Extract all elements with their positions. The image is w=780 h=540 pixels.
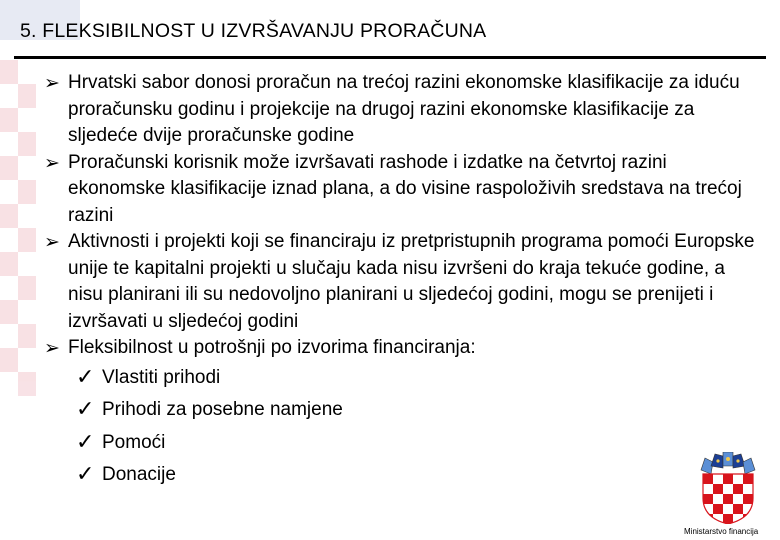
checkmark-icon: ✓ bbox=[76, 429, 95, 455]
arrow-bullet-icon: ➢ bbox=[44, 337, 60, 359]
checkmark-icon: ✓ bbox=[76, 462, 95, 487]
content-list bbox=[44, 70, 764, 492]
sub-item bbox=[44, 362, 764, 395]
croatian-coat-of-arms-icon bbox=[699, 452, 757, 524]
bullet-text: Aktivnosti i projekti koji se financiraju iz pretpristupnih programa pomoći Europske unije te kapitalni projekti u slučaju kada nisu izvršeni do kraja tekuće godine, a nisu planirani ili su nedovoljno planirani u sljedećoj godini, mogu se prenijeti i izvršavati u sljedećoj godini bbox=[68, 231, 755, 332]
checkmark-icon: ✓ bbox=[76, 397, 95, 422]
ministry-caption: Ministarstvo financija bbox=[684, 527, 759, 536]
title-divider bbox=[14, 56, 766, 59]
bullet-item bbox=[44, 150, 764, 230]
arrow-bullet-icon: ➢ bbox=[44, 72, 60, 94]
sub-item bbox=[44, 459, 764, 492]
bullet-item bbox=[44, 229, 764, 335]
sub-item-text: Donacije bbox=[102, 464, 176, 485]
bullet-text: Fleksibilnost u potrošnji po izvorima financiranja: bbox=[68, 337, 476, 358]
sub-item bbox=[44, 394, 764, 427]
arrow-bullet-icon: ➢ bbox=[44, 231, 60, 253]
sub-item bbox=[44, 427, 764, 460]
bullet-item bbox=[44, 70, 764, 150]
bullet-text: Proračunski korisnik može izvršavati rashode i izdatke na četvrtoj razini ekonomske klasifikacije iznad plana, a do visine raspoloživih sredstava na trećoj razini bbox=[68, 151, 742, 226]
bullet-text: Hrvatski sabor donosi proračun na trećoj razini ekonomske klasifikacije za iduću proračunsku godinu i projekcije na drugoj razini ekonomske klasifikacije za sljedeće dvije proračunske godine bbox=[68, 72, 740, 146]
checkmark-icon: ✓ bbox=[76, 364, 95, 390]
arrow-bullet-icon: ➢ bbox=[44, 151, 60, 174]
page-title: 5. FLEKSIBILNOST U IZVRŠAVANJU PRORAČUNA bbox=[20, 20, 487, 42]
sub-item-text: Pomoći bbox=[102, 431, 166, 453]
bullet-item bbox=[44, 335, 764, 362]
sub-item-text: Prihodi za posebne namjene bbox=[102, 399, 343, 420]
sub-item-text: Vlastiti prihodi bbox=[102, 366, 221, 388]
